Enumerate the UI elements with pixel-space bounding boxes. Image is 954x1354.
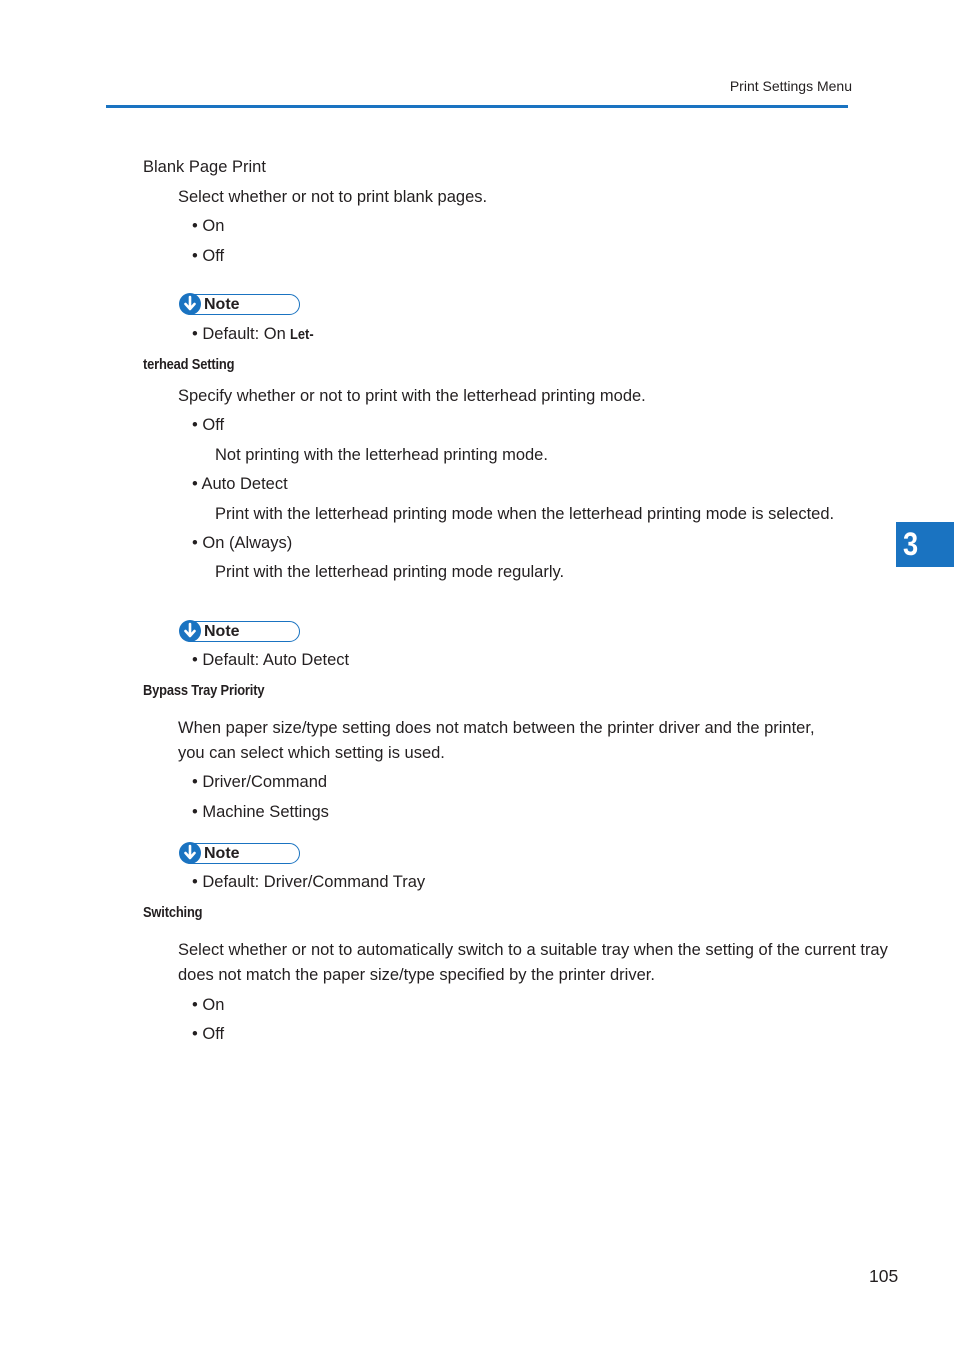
- blank-page-print-description: Select whether or not to print blank pages.: [178, 188, 488, 206]
- switching-option-on: • On: [192, 996, 225, 1014]
- note-label: Note: [204, 296, 240, 313]
- bypass-tray-description-line2: you can select which setting is used.: [178, 744, 445, 762]
- blank-page-print-note-default: [192, 324, 318, 345]
- note-label: Note: [204, 623, 240, 640]
- letterhead-note-default: • Default: Auto Detect: [192, 651, 350, 669]
- letterhead-setting-description: Specify whether or not to print with the letterhead printing mode.: [178, 387, 646, 405]
- chapter-number: 3: [903, 526, 919, 562]
- down-arrow-circle-icon: [179, 842, 201, 864]
- page-number: 105: [869, 1266, 899, 1286]
- bypass-option-driver-command: • Driver/Command: [192, 773, 328, 791]
- switching-description-line2: does not match the paper size/type specified by the printer driver.: [178, 966, 655, 984]
- down-arrow-circle-icon: [179, 620, 201, 642]
- chapter-tab: [896, 522, 954, 567]
- note-callout: [180, 621, 300, 642]
- blank-page-print-option-on: • On: [192, 217, 225, 235]
- switching-title: Switching: [143, 904, 203, 921]
- down-arrow-circle-icon: [179, 293, 201, 315]
- letterhead-option-off: • Off: [192, 416, 225, 434]
- bypass-note-default: • Default: Driver/Command Tray: [192, 873, 426, 891]
- note-label: Note: [204, 845, 240, 862]
- bypass-option-machine-settings: • Machine Settings: [192, 803, 329, 821]
- note-trailing-text: Let-: [290, 326, 315, 343]
- bypass-tray-description-line1: When paper size/type setting does not match between the printer driver and the printer,: [178, 719, 815, 737]
- header-rule: [106, 105, 848, 108]
- letterhead-option-on-always: • On (Always): [192, 534, 293, 552]
- bypass-tray-priority-title: Bypass Tray Priority: [143, 682, 265, 699]
- letterhead-option-off-detail: Not printing with the letterhead printing mode.: [215, 446, 548, 464]
- switching-option-off: • Off: [192, 1025, 225, 1043]
- switching-description-line1: Select whether or not to automatically switch to a suitable tray when the setting of the current tray: [178, 941, 888, 959]
- letterhead-option-auto-detect-detail: Print with the letterhead printing mode when the letterhead printing mode is selected.: [215, 505, 835, 523]
- note-default-text: • Default: On: [192, 325, 286, 343]
- letterhead-option-auto-detect: • Auto Detect: [192, 475, 288, 493]
- note-callout: [180, 294, 300, 315]
- letterhead-option-on-always-detail: Print with the letterhead printing mode regularly.: [215, 563, 565, 581]
- blank-page-print-title: Blank Page Print: [143, 158, 266, 176]
- letterhead-setting-title: terhead Setting: [143, 356, 235, 373]
- running-header: Print Settings Menu: [729, 78, 852, 94]
- blank-page-print-option-off: • Off: [192, 247, 225, 265]
- note-callout: [180, 843, 300, 864]
